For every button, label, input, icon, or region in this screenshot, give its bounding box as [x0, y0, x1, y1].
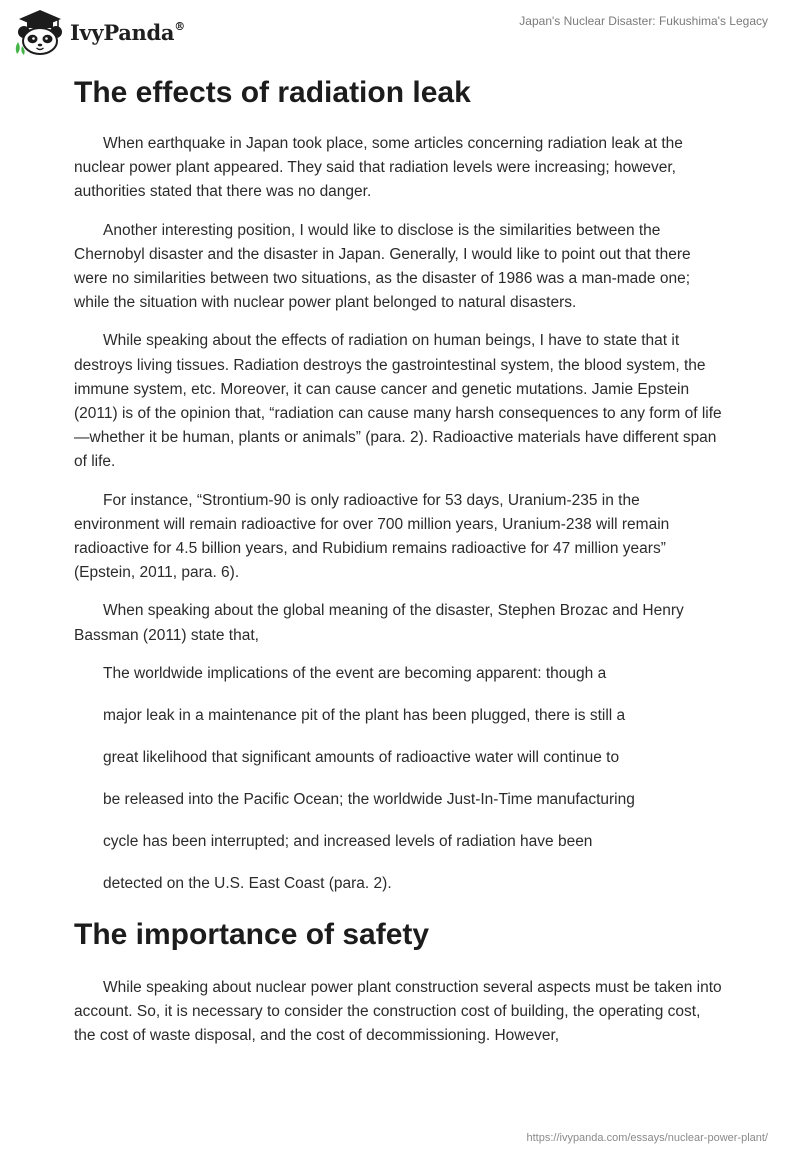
quote-line: The worldwide implications of the event are becoming apparent: though a — [103, 664, 607, 682]
block-quote — [74, 662, 726, 896]
ivypanda-logo[interactable] — [14, 8, 185, 56]
registered-mark: ® — [174, 19, 185, 33]
quote-line: major leak in a maintenance pit of the plant has been plugged, there is still a — [103, 706, 626, 724]
paragraph: When speaking about the global meaning of the disaster, Stephen Brozac and Henry Bassman (2011) state that, — [74, 602, 684, 644]
quote-line: cycle has been interrupted; and increased levels of radiation have been — [103, 832, 593, 850]
section-heading-radiation-leak: The effects of radiation leak — [74, 76, 471, 109]
paragraph: While speaking about nuclear power plant construction several aspects must be taken into account. So, it is necessary to consider the construction cost of building, the operating cost, the cost of waste disposal, and the cost of decommissioning. However, — [74, 978, 722, 1045]
panda-graduate-icon — [14, 8, 66, 56]
brand-wordmark: IvyPanda — [70, 19, 175, 45]
paragraph: For instance, “Strontium-90 is only radioactive for 53 days, Uranium-235 in the environment will remain radioactive for over 700 million years, Uranium-238 will remain radioactive for 4.5 billion years, and Rubidium remains radioactive for 47 million years” (Epstein, 2011, para. 6). — [74, 491, 670, 582]
quote-line: detected on the U.S. East Coast (para. 2). — [103, 874, 392, 892]
source-url[interactable]: https://ivypanda.com/essays/nuclear-power-plant/ — [526, 1132, 768, 1144]
quote-line: great likelihood that significant amounts of radioactive water will continue to — [103, 748, 620, 766]
paragraph: While speaking about the effects of radiation on human beings, I have to state that it destroys living tissues. Radiation destroys the gastrointestinal system, the blood system, the immune system, etc. Moreover, it can cause cancer and genetic mutations. Jamie Epstein (2011) is of the opinion that, “radiation can cause many harsh consequences to any form of life—whether it be human, plants or animals” (para. 2). Radioactive materials have different span of life. — [74, 332, 722, 471]
quote-line: be released into the Pacific Ocean; the worldwide Just-In-Time manufacturing — [103, 790, 635, 808]
brand-name — [70, 20, 185, 45]
section-heading-safety: The importance of safety — [74, 917, 430, 951]
paragraph: Another interesting position, I would like to disclose is the similarities between the Chernobyl disaster and the disaster in Japan. Generally, I would like to point out that there were no similarities between two situations, as the disaster of 1986 was a man-made one; while the situation with nuclear power plant belonged to natural disasters. — [74, 221, 691, 312]
running-title: Japan's Nuclear Disaster: Fukushima's Legacy — [519, 14, 768, 28]
paragraph: When earthquake in Japan took place, some articles concerning radiation leak at the nuclear power plant appeared. They said that radiation levels were increasing; however, authorities stated that there was no danger. — [74, 135, 683, 201]
page-header — [0, 0, 800, 64]
essay-content — [74, 72, 726, 1062]
